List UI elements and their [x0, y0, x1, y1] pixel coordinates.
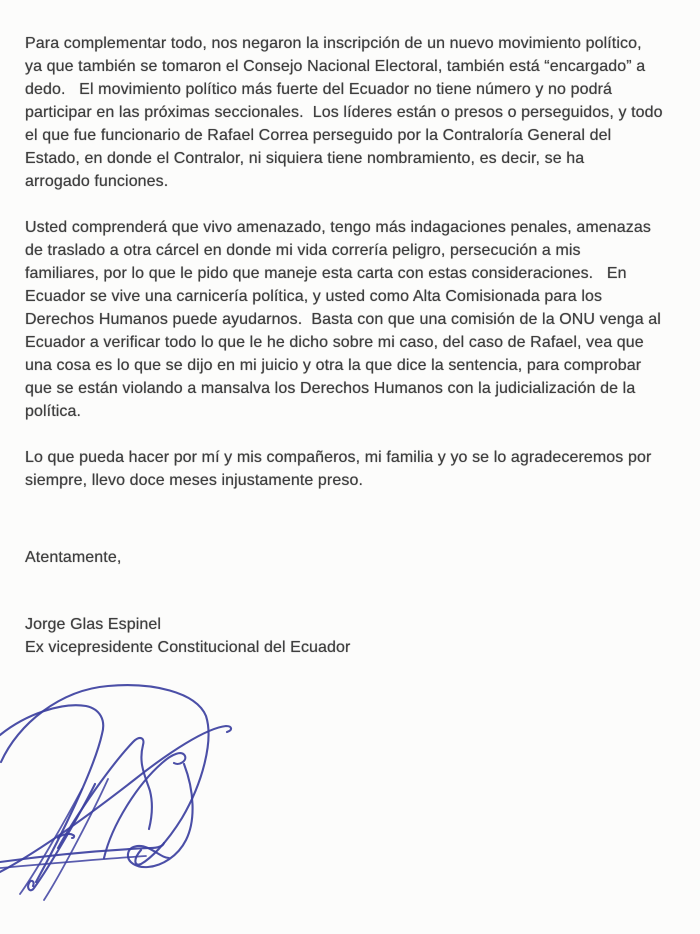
letter-line: Para complementar todo, nos negaron la inscripción de un nuevo movimiento político,: [25, 35, 642, 52]
letter-line: siempre, llevo doce meses injustamente preso.: [25, 472, 363, 489]
signature-stroke-underline-2: [0, 856, 146, 868]
letter-line: Lo que pueda hacer por mí y mis compañeros, mi familia y yo se lo agradeceremos por: [25, 449, 652, 466]
paragraph-3: [25, 446, 683, 492]
letter-line: arrogado funciones.: [25, 173, 169, 190]
closing-salutation: Atentamente,: [25, 549, 122, 566]
letter-line: de traslado a otra cárcel en donde mi vida correría peligro, persecución a mis: [25, 242, 581, 259]
paragraph-2: [25, 216, 683, 423]
signature-stroke-zigzag: [58, 738, 152, 848]
letter-line: una cosa es lo que se dijo en mi juicio y otra la que dice la sentencia, para comprobar: [25, 357, 642, 374]
signature-stroke-tall-loop: [104, 753, 185, 858]
letter-line: ya que también se tomaron el Consejo Nacional Electoral, también está “encargado” a: [25, 58, 646, 75]
letter-line: Ecuador se vive una carnicería política, y usted como Alta Comisionada para los: [25, 288, 603, 305]
signer-name: Jorge Glas Espinel: [25, 616, 162, 633]
letter-line: familiares, por lo que le pido que maneje esta carta con estas consideraciones. En: [25, 265, 627, 282]
signature-stroke-hatch-2: [28, 784, 95, 890]
paragraph-1: [25, 32, 683, 193]
signer-block: [25, 613, 683, 659]
letter-line: Derechos Humanos puede ayudarnos. Basta con que una comisión de la ONU venga al: [25, 311, 661, 328]
letter-line: dedo. El movimiento político más fuerte del Ecuador no tiene número y no podrá: [25, 81, 612, 98]
signer-title: Ex vicepresidente Constitucional del Ecuador: [25, 639, 351, 656]
letter-line: que se están violando a mansalva los Derechos Humanos con la judicialización de la: [25, 380, 636, 397]
letter-line: Ecuador a verificar todo lo que le he dicho sobre mi caso, del caso de Rafael, vea que: [25, 334, 644, 351]
letter-body: [25, 32, 683, 659]
letter-line: Estado, en donde el Contralor, ni siquiera tiene nombramiento, es decir, se ha: [25, 150, 585, 167]
letter-line: participar en las próximas seccionales. Los líderes están o presos o perseguidos, y todo: [25, 104, 663, 121]
letter-line: el que fue funcionario de Rafael Correa perseguido por la Contraloría General del: [25, 127, 612, 144]
letter-line: política.: [25, 403, 82, 420]
letter-line: Usted comprenderá que vivo amenazado, tengo más indagaciones penales, amenazas: [25, 219, 651, 236]
handwritten-signature: [0, 676, 250, 916]
